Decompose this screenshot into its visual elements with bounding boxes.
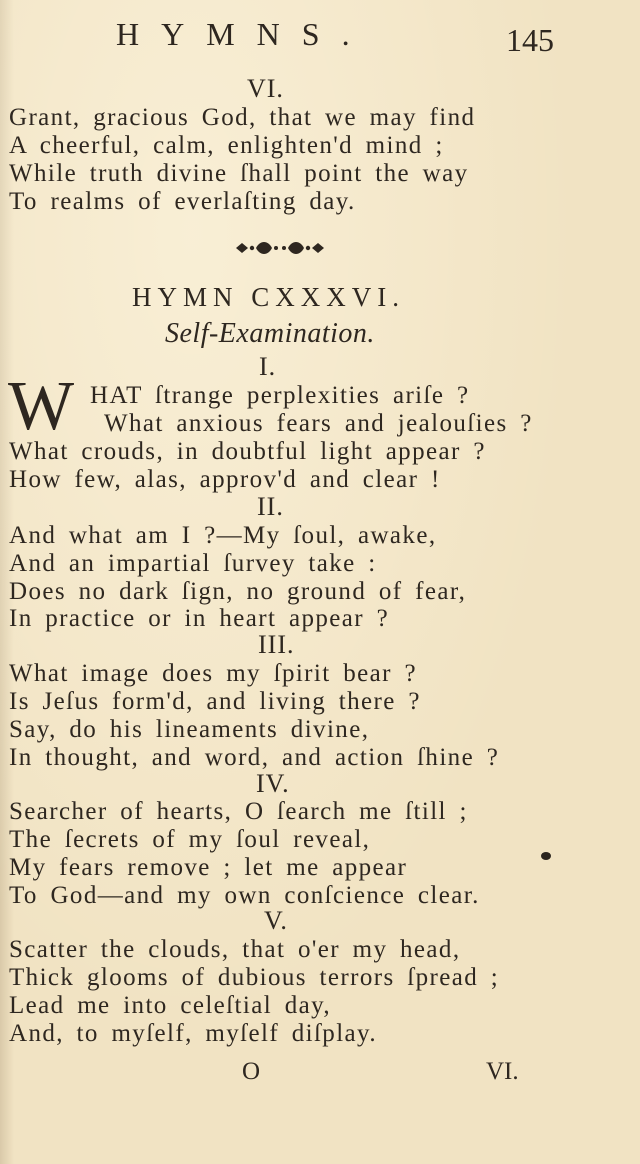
stanza-number: V. — [264, 906, 288, 935]
verse-line: Is Jeſus form'd, and living there ? — [9, 688, 421, 715]
verse-line: HAT ſtrange perplexities ariſe ? — [90, 382, 470, 409]
drop-cap: W — [8, 368, 75, 445]
stanza-number: VI. — [247, 74, 284, 103]
verse-line: To realms of everlaſting day. — [9, 188, 356, 215]
catchword: VI. — [486, 1058, 519, 1085]
stanza-number: I. — [259, 352, 277, 381]
verse-line: In thought, and word, and action ſhine ? — [9, 744, 500, 771]
ink-blot — [541, 852, 551, 860]
verse-line: And an impartial ſurvey take : — [9, 550, 377, 577]
verse-line: And what am I ?—My ſoul, awake, — [9, 522, 437, 549]
verse-line: Grant, gracious God, that we may find — [9, 104, 476, 131]
signature-mark: O — [242, 1058, 261, 1085]
stanza-number: IV. — [256, 769, 290, 798]
verse-line: To God—and my own conſcience clear. — [9, 882, 480, 909]
verse-line: Searcher of hearts, O ſearch me ſtill ; — [9, 798, 468, 825]
verse-line: What image does my ſpirit bear ? — [9, 660, 418, 687]
hymn-title: HYMN CXXXVI. — [132, 282, 405, 312]
verse-line: Lead me into celeſtial day, — [9, 992, 332, 1019]
verse-line: Thick glooms of dubious terrors ſpread ; — [9, 964, 500, 991]
running-head: HYMNS. — [116, 16, 372, 52]
verse-line: What crouds, in doubtful light appear ? — [9, 438, 486, 465]
verse-line: Scatter the clouds, that o'er my head, — [9, 936, 461, 963]
verse-line: Say, do his lineaments divine, — [9, 716, 370, 743]
verse-line: How few, alas, approv'd and clear ! — [9, 466, 441, 493]
verse-line: What anxious fears and jealouſies ? — [104, 410, 533, 437]
stanza-number: III. — [258, 630, 295, 659]
verse-line: The ſecrets of my ſoul reveal, — [9, 826, 371, 853]
verse-line: My fears remove ; let me appear — [9, 854, 408, 881]
verse-line: While truth divine ſhall point the way — [9, 160, 469, 187]
ornamental-divider-icon — [232, 236, 328, 260]
hymn-subtitle: Self-Examination. — [165, 318, 375, 349]
verse-line: And, to myſelf, myſelf diſplay. — [9, 1020, 377, 1047]
verse-line: Does no dark ſign, no ground of fear, — [9, 578, 467, 605]
stanza-number: II. — [257, 492, 284, 521]
verse-line: In practice or in heart appear ? — [9, 605, 390, 632]
verse-line: A cheerful, calm, enlighten'd mind ; — [9, 132, 444, 159]
page-number: 145 — [506, 22, 554, 58]
